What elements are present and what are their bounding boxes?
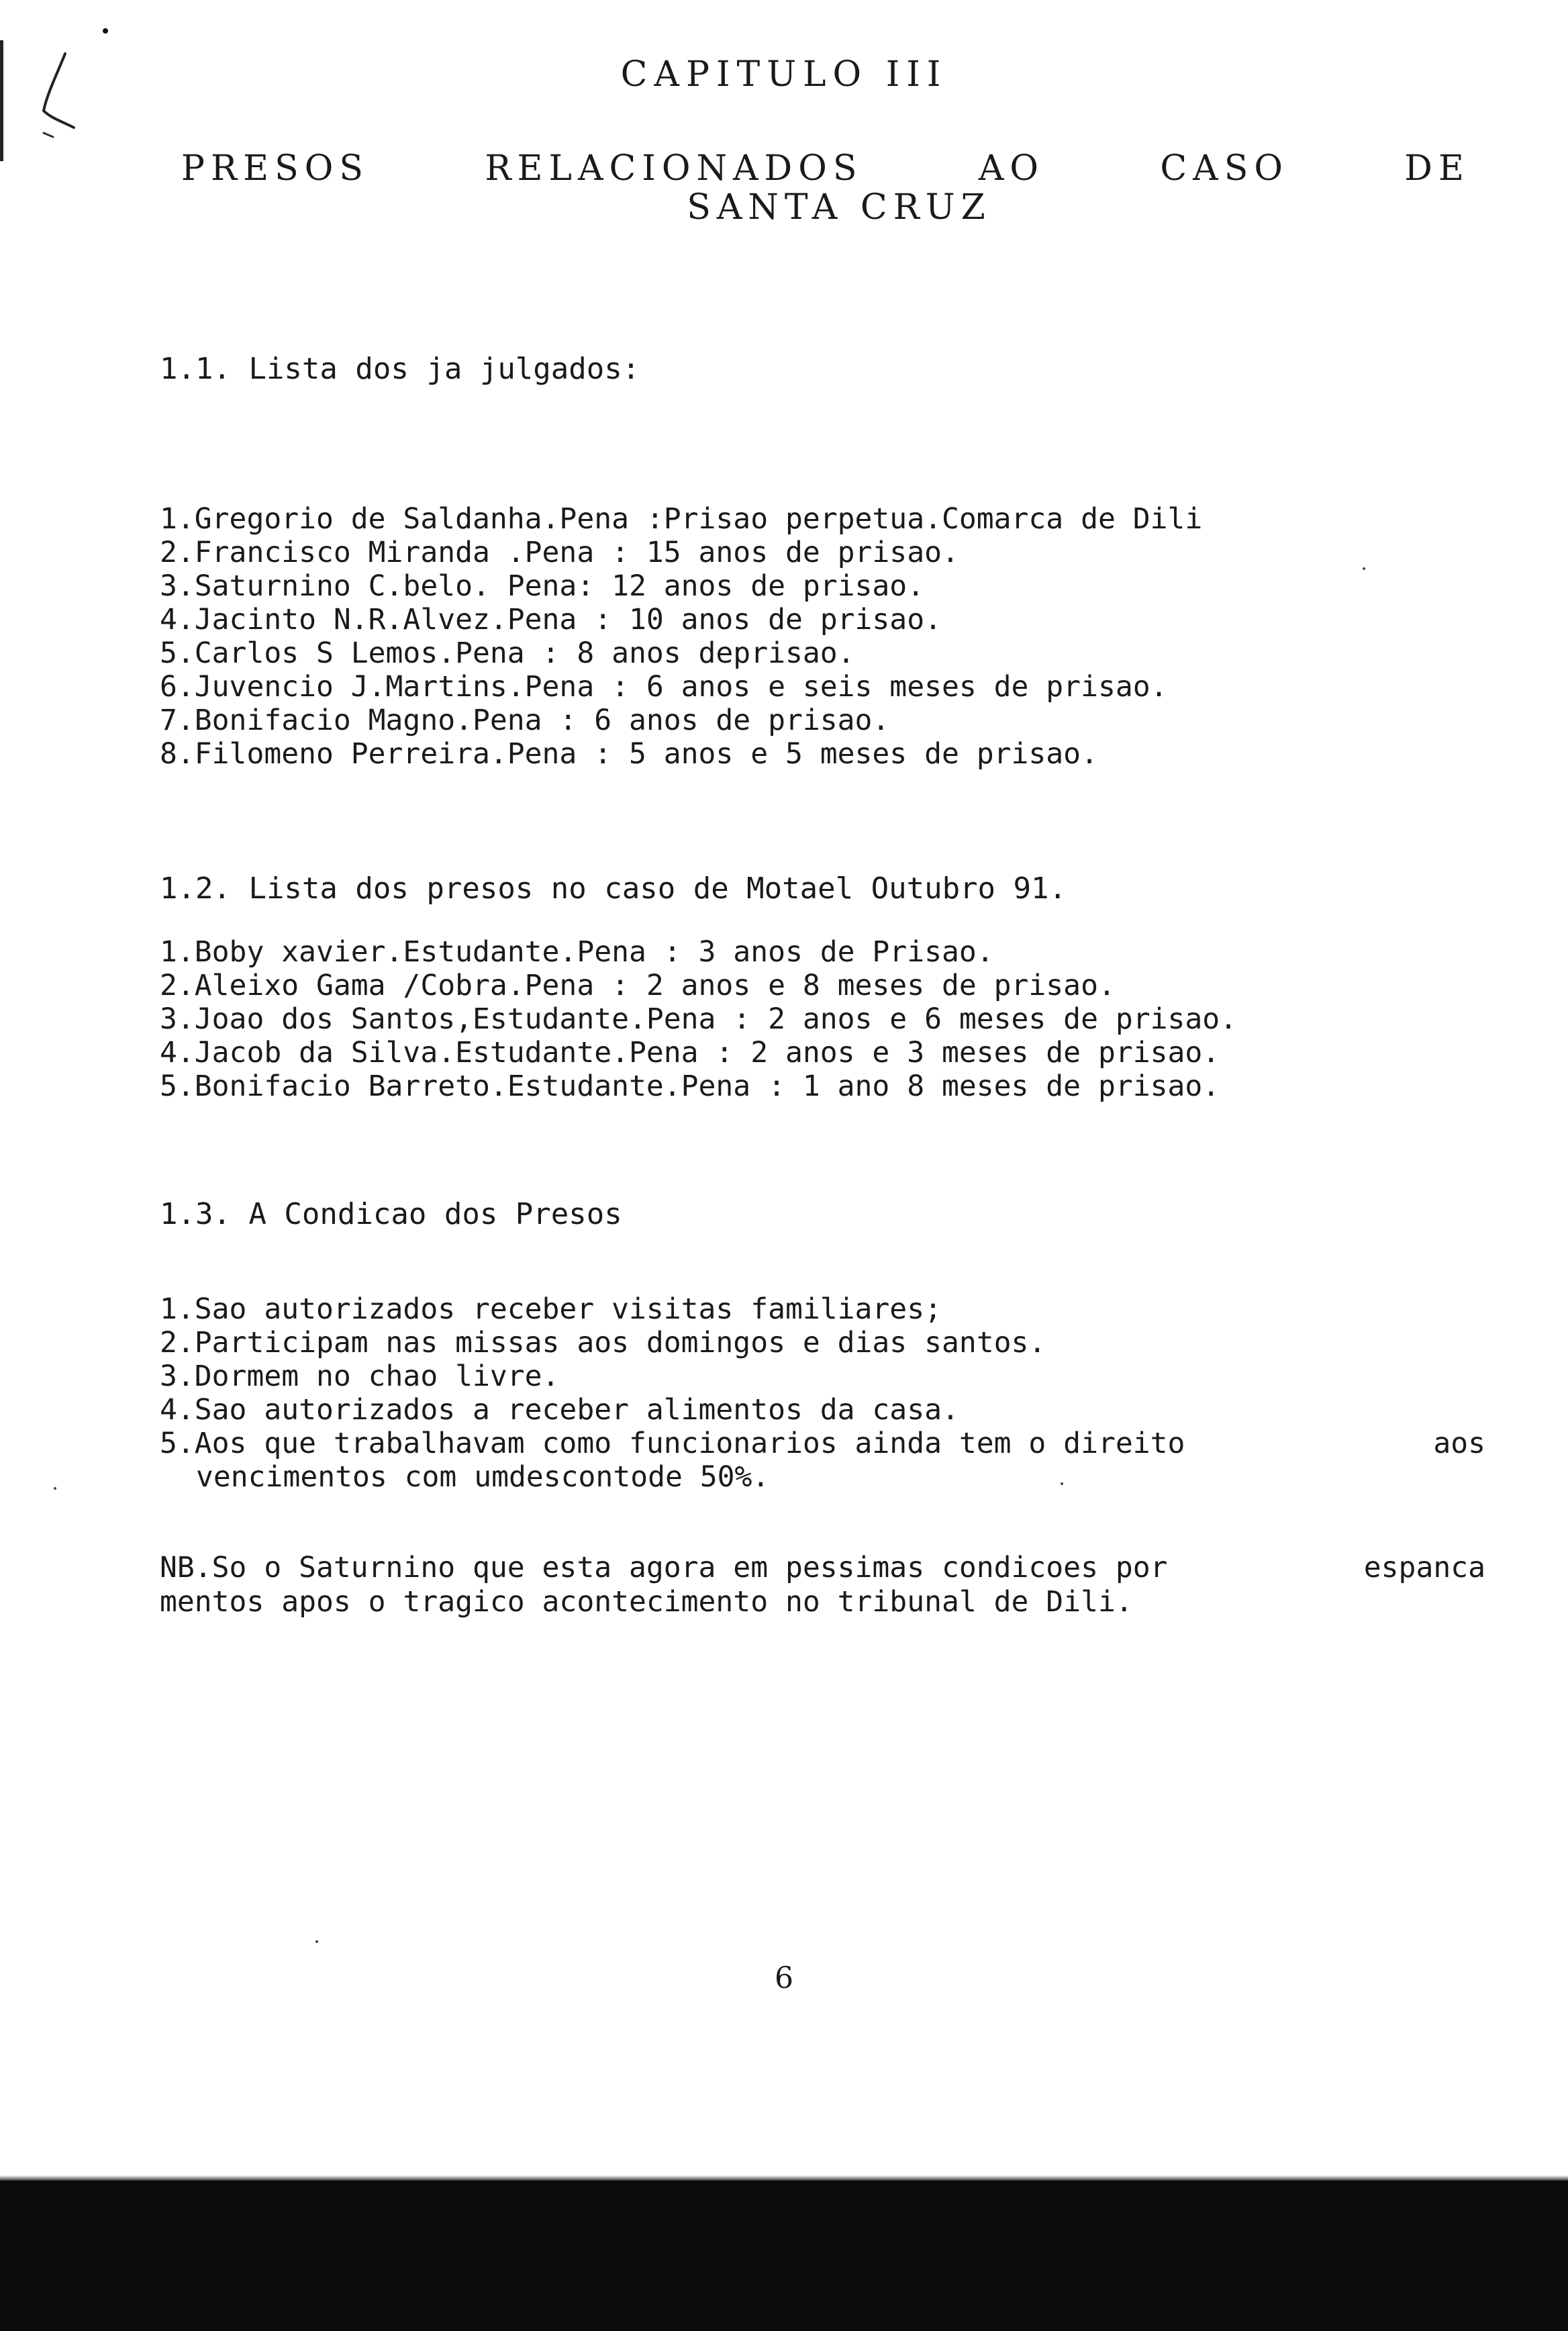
list-item-text: aos	[1433, 1427, 1485, 1460]
list-item-line	[160, 1427, 1485, 1460]
chapter-subtitle-line-1	[181, 149, 1470, 188]
list-item: 3.Joao dos Santos,Estudante.Pena : 2 anos e 6 meses de prisao.	[160, 1002, 1238, 1036]
motael-prisoners-list	[160, 935, 1237, 1103]
note-text: espanca	[1363, 1551, 1485, 1584]
list-item: 6.Juvencio J.Martins.Pena : 6 anos e seis meses de prisao.	[160, 670, 1168, 704]
judged-prisoners-list	[160, 502, 1202, 771]
scan-speck	[1061, 1482, 1063, 1485]
scan-dot	[103, 28, 108, 34]
list-item: 1.Boby xavier.Estudante.Pena : 3 anos de Prisao.	[160, 935, 994, 969]
list-item: 8.Filomeno Perreira.Pena : 5 anos e 5 meses de prisao.	[160, 737, 1098, 771]
subtitle-word: CASO	[1160, 148, 1289, 189]
list-item: 5.Bonifacio Barreto.Estudante.Pena : 1 ano 8 meses de prisao.	[160, 1069, 1220, 1103]
scan-bottom-band	[0, 2181, 1568, 2331]
section-heading-1-1: 1.1. Lista dos ja julgados:	[160, 352, 640, 386]
list-item: 2.Aleixo Gama /Cobra.Pena : 2 anos e 8 meses de prisao.	[160, 969, 1116, 1002]
list-item	[160, 1427, 1485, 1494]
subtitle-word: DE	[1404, 148, 1470, 189]
list-item: 3.Dormem no chao livre.	[160, 1360, 560, 1393]
subtitle-word: RELACIONADOS	[485, 148, 863, 189]
section-heading-1-2: 1.2. Lista dos presos no caso de Motael Outubro 91.	[160, 871, 1067, 906]
list-item: 5.Carlos S Lemos.Pena : 8 anos deprisao.	[160, 636, 855, 670]
list-item: 1.Sao autorizados receber visitas familiares;	[160, 1292, 942, 1326]
list-item: 4.Sao autorizados a receber alimentos da casa.	[160, 1393, 959, 1427]
subtitle-word: PRESOS	[181, 148, 369, 189]
page-number: 6	[775, 1961, 793, 1995]
subtitle-word: AO	[978, 148, 1045, 189]
list-item: 4.Jacob da Silva.Estudante.Pena : 2 anos e 3 meses de prisao.	[160, 1036, 1220, 1069]
list-item-continuation: vencimentos com umdescontode 50%.	[196, 1460, 770, 1494]
note-text: NB.So o Saturnino que esta agora em pessimas condicoes por	[160, 1551, 1168, 1584]
note-line: mentos apos o tragico acontecimento no tribunal de Dili.	[160, 1585, 1133, 1619]
list-item: 2.Participam nas missas aos domingos e dias santos.	[160, 1326, 1046, 1360]
note-line	[160, 1551, 1485, 1585]
prisoner-conditions-list	[160, 1292, 1485, 1494]
list-item: 2.Francisco Miranda .Pena : 15 anos de prisao.	[160, 536, 959, 569]
scan-speck	[1363, 567, 1365, 570]
list-item: 1.Gregorio de Saldanha.Pena :Prisao perpetua.Comarca de Dili	[160, 502, 1203, 536]
list-item: 7.Bonifacio Magno.Pena : 6 anos de prisao.	[160, 704, 890, 737]
list-item: 4.Jacinto N.R.Alvez.Pena : 10 anos de prisao.	[160, 603, 942, 636]
chapter-title: CAPITULO III	[620, 54, 948, 95]
list-item-text: 5.Aos que trabalhavam como funcionarios ainda tem o direito	[160, 1427, 1185, 1460]
scan-speck	[54, 1487, 56, 1490]
list-item: 3.Saturnino C.belo. Pena: 12 anos de prisao.	[160, 569, 925, 603]
note-paragraph	[160, 1551, 1485, 1619]
section-heading-1-3: 1.3. A Condicao dos Presos	[160, 1197, 622, 1231]
chapter-subtitle	[181, 149, 1470, 227]
chapter-subtitle-line-2: SANTA CRUZ	[687, 187, 991, 228]
scan-speck	[315, 1940, 318, 1943]
